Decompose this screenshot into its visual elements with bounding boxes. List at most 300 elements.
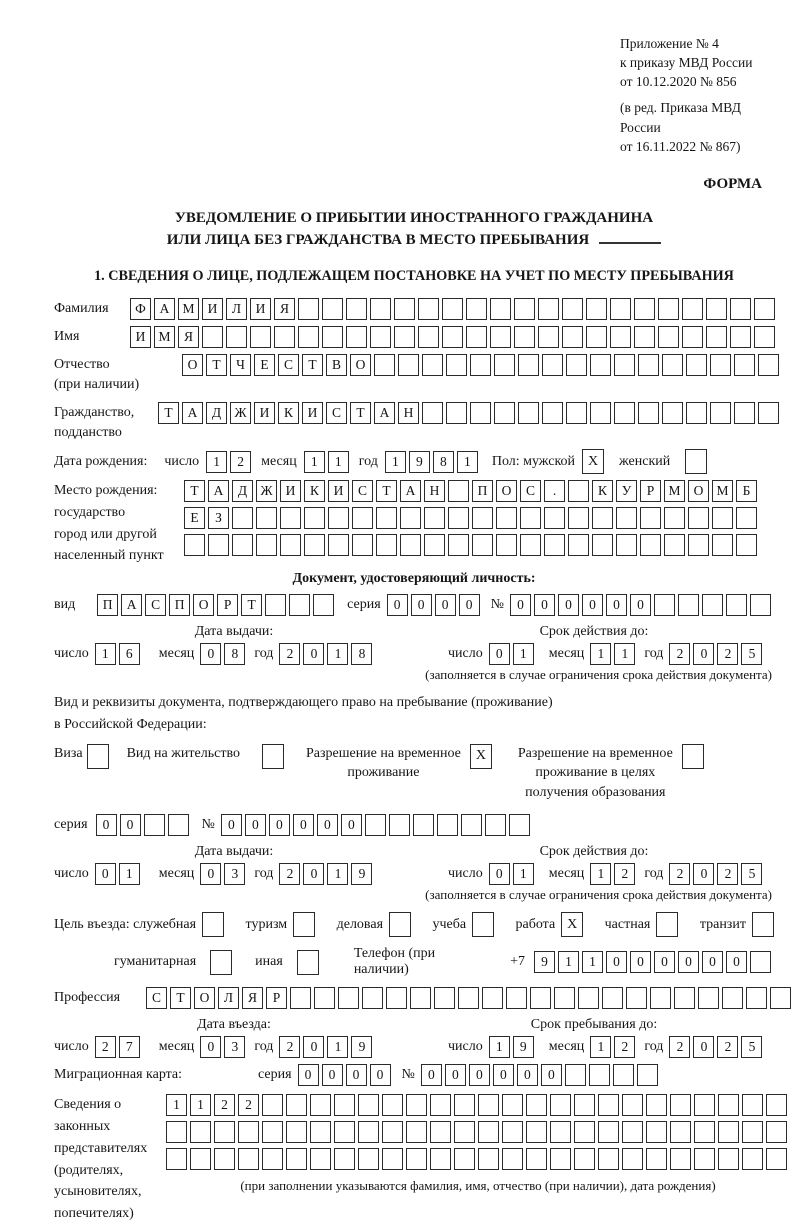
char-box[interactable] xyxy=(550,1094,571,1116)
char-box[interactable] xyxy=(298,298,319,320)
char-box[interactable]: 7 xyxy=(119,1036,140,1058)
char-box[interactable] xyxy=(544,534,565,556)
char-box[interactable] xyxy=(472,507,493,529)
char-box[interactable] xyxy=(750,594,771,616)
char-box[interactable] xyxy=(298,326,319,348)
char-box[interactable] xyxy=(458,987,479,1009)
char-box[interactable]: 0 xyxy=(200,1036,221,1058)
char-box[interactable]: 2 xyxy=(669,863,690,885)
char-box[interactable] xyxy=(742,1121,763,1143)
char-box[interactable] xyxy=(374,354,395,376)
char-box[interactable]: Е xyxy=(254,354,275,376)
char-box[interactable] xyxy=(706,298,727,320)
char-box[interactable] xyxy=(382,1148,403,1170)
char-box[interactable] xyxy=(448,507,469,529)
char-box[interactable] xyxy=(448,534,469,556)
char-box[interactable] xyxy=(398,354,419,376)
char-box[interactable] xyxy=(710,402,731,424)
char-box[interactable] xyxy=(678,594,699,616)
char-box[interactable] xyxy=(466,298,487,320)
char-box[interactable]: Ж xyxy=(256,480,277,502)
char-box[interactable] xyxy=(478,1094,499,1116)
char-box[interactable] xyxy=(394,298,415,320)
char-box[interactable]: 0 xyxy=(317,814,338,836)
char-box[interactable] xyxy=(310,1094,331,1116)
char-box[interactable] xyxy=(538,326,559,348)
char-box[interactable]: 2 xyxy=(95,1036,116,1058)
char-box[interactable] xyxy=(646,1121,667,1143)
char-box[interactable] xyxy=(485,814,506,836)
char-box[interactable]: 6 xyxy=(119,643,140,665)
char-box[interactable]: 0 xyxy=(493,1064,514,1086)
char-box[interactable] xyxy=(214,1148,235,1170)
char-box[interactable]: Р xyxy=(640,480,661,502)
char-box[interactable] xyxy=(386,987,407,1009)
char-box[interactable] xyxy=(565,1064,586,1086)
char-box[interactable]: Я xyxy=(242,987,263,1009)
char-box[interactable]: 8 xyxy=(351,643,372,665)
char-box[interactable]: Т xyxy=(206,354,227,376)
char-box[interactable]: 0 xyxy=(387,594,408,616)
char-box[interactable] xyxy=(758,402,779,424)
char-box[interactable]: 1 xyxy=(590,643,611,665)
char-box[interactable] xyxy=(766,1148,787,1170)
char-box[interactable] xyxy=(646,1148,667,1170)
char-box[interactable]: 0 xyxy=(469,1064,490,1086)
sex-female-checkbox[interactable] xyxy=(685,449,707,474)
char-box[interactable] xyxy=(637,1064,658,1086)
char-box[interactable] xyxy=(190,1121,211,1143)
char-box[interactable]: И xyxy=(328,480,349,502)
char-box[interactable]: 0 xyxy=(654,951,675,973)
char-box[interactable] xyxy=(478,1121,499,1143)
char-box[interactable] xyxy=(280,507,301,529)
purpose-transit-checkbox[interactable] xyxy=(752,912,774,937)
char-box[interactable] xyxy=(568,507,589,529)
char-box[interactable] xyxy=(670,1094,691,1116)
char-box[interactable] xyxy=(496,534,517,556)
char-box[interactable] xyxy=(358,1094,379,1116)
char-box[interactable] xyxy=(346,326,367,348)
char-box[interactable] xyxy=(568,480,589,502)
char-box[interactable] xyxy=(598,1121,619,1143)
char-box[interactable]: Р xyxy=(217,594,238,616)
char-box[interactable]: 0 xyxy=(693,1036,714,1058)
char-box[interactable] xyxy=(518,402,539,424)
char-box[interactable] xyxy=(562,326,583,348)
char-box[interactable]: Е xyxy=(184,507,205,529)
char-box[interactable] xyxy=(430,1094,451,1116)
char-box[interactable] xyxy=(382,1121,403,1143)
char-box[interactable] xyxy=(766,1094,787,1116)
char-box[interactable]: 0 xyxy=(693,643,714,665)
char-box[interactable] xyxy=(694,1148,715,1170)
char-box[interactable] xyxy=(370,298,391,320)
char-box[interactable] xyxy=(334,1148,355,1170)
char-box[interactable] xyxy=(478,1148,499,1170)
char-box[interactable]: 1 xyxy=(558,951,579,973)
char-box[interactable] xyxy=(730,326,751,348)
char-box[interactable] xyxy=(542,402,563,424)
char-box[interactable]: 2 xyxy=(214,1094,235,1116)
char-box[interactable]: О xyxy=(350,354,371,376)
char-box[interactable] xyxy=(289,594,310,616)
char-box[interactable] xyxy=(718,1094,739,1116)
purpose-business-checkbox[interactable] xyxy=(389,912,411,937)
char-box[interactable]: А xyxy=(182,402,203,424)
char-box[interactable]: 0 xyxy=(221,814,242,836)
char-box[interactable] xyxy=(442,326,463,348)
char-box[interactable] xyxy=(664,507,685,529)
char-box[interactable] xyxy=(662,402,683,424)
char-box[interactable] xyxy=(274,326,295,348)
char-box[interactable] xyxy=(322,298,343,320)
char-box[interactable] xyxy=(418,298,439,320)
purpose-other-checkbox[interactable] xyxy=(297,950,319,975)
char-box[interactable]: О xyxy=(194,987,215,1009)
char-box[interactable]: М xyxy=(154,326,175,348)
char-box[interactable] xyxy=(610,298,631,320)
char-box[interactable]: 0 xyxy=(245,814,266,836)
char-box[interactable]: 0 xyxy=(606,594,627,616)
char-box[interactable]: 1 xyxy=(513,863,534,885)
char-box[interactable] xyxy=(494,402,515,424)
char-box[interactable] xyxy=(334,1121,355,1143)
char-box[interactable] xyxy=(520,507,541,529)
char-box[interactable] xyxy=(389,814,410,836)
char-box[interactable] xyxy=(256,507,277,529)
char-box[interactable] xyxy=(578,987,599,1009)
char-box[interactable]: А xyxy=(121,594,142,616)
char-box[interactable]: 0 xyxy=(702,951,723,973)
char-box[interactable] xyxy=(658,298,679,320)
char-box[interactable]: С xyxy=(146,987,167,1009)
char-box[interactable]: 0 xyxy=(726,951,747,973)
char-box[interactable]: И xyxy=(254,402,275,424)
char-box[interactable]: 0 xyxy=(298,1064,319,1086)
char-box[interactable] xyxy=(406,1148,427,1170)
char-box[interactable] xyxy=(538,298,559,320)
char-box[interactable] xyxy=(682,326,703,348)
char-box[interactable]: 3 xyxy=(224,1036,245,1058)
char-box[interactable]: 1 xyxy=(95,643,116,665)
char-box[interactable] xyxy=(238,1148,259,1170)
char-box[interactable] xyxy=(590,354,611,376)
char-box[interactable]: 1 xyxy=(304,451,325,473)
char-box[interactable]: 0 xyxy=(630,594,651,616)
char-box[interactable] xyxy=(446,354,467,376)
char-box[interactable] xyxy=(650,987,671,1009)
char-box[interactable] xyxy=(754,298,775,320)
char-box[interactable]: Д xyxy=(232,480,253,502)
char-box[interactable] xyxy=(461,814,482,836)
char-box[interactable] xyxy=(706,326,727,348)
char-box[interactable] xyxy=(346,298,367,320)
char-box[interactable] xyxy=(466,326,487,348)
char-box[interactable]: 2 xyxy=(279,643,300,665)
char-box[interactable] xyxy=(566,402,587,424)
char-box[interactable] xyxy=(674,987,695,1009)
char-box[interactable] xyxy=(622,1148,643,1170)
char-box[interactable]: 0 xyxy=(459,594,480,616)
char-box[interactable] xyxy=(202,326,223,348)
char-box[interactable] xyxy=(554,987,575,1009)
char-box[interactable] xyxy=(658,326,679,348)
char-box[interactable] xyxy=(712,534,733,556)
char-box[interactable]: Н xyxy=(424,480,445,502)
char-box[interactable]: 1 xyxy=(190,1094,211,1116)
char-box[interactable] xyxy=(262,1121,283,1143)
char-box[interactable]: О xyxy=(182,354,203,376)
char-box[interactable]: 1 xyxy=(614,643,635,665)
char-box[interactable] xyxy=(382,1094,403,1116)
char-box[interactable]: Ч xyxy=(230,354,251,376)
char-box[interactable] xyxy=(682,298,703,320)
char-box[interactable] xyxy=(634,298,655,320)
char-box[interactable]: 9 xyxy=(351,1036,372,1058)
char-box[interactable]: 0 xyxy=(630,951,651,973)
char-box[interactable] xyxy=(622,1121,643,1143)
char-box[interactable]: Я xyxy=(274,298,295,320)
char-box[interactable]: 0 xyxy=(678,951,699,973)
char-box[interactable] xyxy=(688,507,709,529)
char-box[interactable]: 0 xyxy=(582,594,603,616)
char-box[interactable]: 1 xyxy=(328,451,349,473)
char-box[interactable] xyxy=(338,987,359,1009)
char-box[interactable]: 1 xyxy=(582,951,603,973)
char-box[interactable]: 0 xyxy=(411,594,432,616)
char-box[interactable]: 8 xyxy=(433,451,454,473)
char-box[interactable] xyxy=(472,534,493,556)
char-box[interactable] xyxy=(376,534,397,556)
char-box[interactable] xyxy=(304,534,325,556)
char-box[interactable]: 0 xyxy=(606,951,627,973)
char-box[interactable] xyxy=(454,1094,475,1116)
char-box[interactable] xyxy=(634,326,655,348)
char-box[interactable] xyxy=(238,1121,259,1143)
char-box[interactable]: 1 xyxy=(457,451,478,473)
char-box[interactable] xyxy=(736,534,757,556)
char-box[interactable] xyxy=(602,987,623,1009)
char-box[interactable] xyxy=(166,1121,187,1143)
char-box[interactable] xyxy=(664,534,685,556)
char-box[interactable] xyxy=(362,987,383,1009)
char-box[interactable] xyxy=(370,326,391,348)
char-box[interactable]: Д xyxy=(206,402,227,424)
char-box[interactable] xyxy=(430,1121,451,1143)
char-box[interactable] xyxy=(574,1121,595,1143)
char-box[interactable]: Т xyxy=(184,480,205,502)
char-box[interactable] xyxy=(626,987,647,1009)
char-box[interactable]: 3 xyxy=(224,863,245,885)
char-box[interactable] xyxy=(358,1121,379,1143)
char-box[interactable]: С xyxy=(145,594,166,616)
char-box[interactable] xyxy=(280,534,301,556)
char-box[interactable]: З xyxy=(208,507,229,529)
char-box[interactable] xyxy=(494,354,515,376)
char-box[interactable] xyxy=(718,1148,739,1170)
char-box[interactable]: Ф xyxy=(130,298,151,320)
char-box[interactable]: 2 xyxy=(614,1036,635,1058)
char-box[interactable]: Т xyxy=(158,402,179,424)
char-box[interactable] xyxy=(686,354,707,376)
char-box[interactable] xyxy=(265,594,286,616)
char-box[interactable] xyxy=(544,507,565,529)
char-box[interactable] xyxy=(662,354,683,376)
char-box[interactable]: 0 xyxy=(510,594,531,616)
char-box[interactable] xyxy=(406,1094,427,1116)
char-box[interactable] xyxy=(434,987,455,1009)
char-box[interactable] xyxy=(232,507,253,529)
char-box[interactable] xyxy=(654,594,675,616)
char-box[interactable]: 0 xyxy=(200,643,221,665)
char-box[interactable] xyxy=(496,507,517,529)
char-box[interactable] xyxy=(482,987,503,1009)
char-box[interactable] xyxy=(616,534,637,556)
char-box[interactable] xyxy=(256,534,277,556)
char-box[interactable] xyxy=(314,987,335,1009)
char-box[interactable] xyxy=(568,534,589,556)
char-box[interactable]: Н xyxy=(398,402,419,424)
char-box[interactable]: А xyxy=(208,480,229,502)
char-box[interactable] xyxy=(710,354,731,376)
char-box[interactable] xyxy=(313,594,334,616)
char-box[interactable] xyxy=(638,402,659,424)
char-box[interactable]: 0 xyxy=(303,863,324,885)
char-box[interactable]: И xyxy=(130,326,151,348)
char-box[interactable] xyxy=(304,507,325,529)
char-box[interactable] xyxy=(328,534,349,556)
char-box[interactable] xyxy=(190,1148,211,1170)
char-box[interactable] xyxy=(286,1094,307,1116)
char-box[interactable] xyxy=(310,1148,331,1170)
char-box[interactable] xyxy=(446,402,467,424)
purpose-private-checkbox[interactable] xyxy=(656,912,678,937)
char-box[interactable]: 2 xyxy=(717,1036,738,1058)
char-box[interactable] xyxy=(166,1148,187,1170)
char-box[interactable] xyxy=(592,507,613,529)
char-box[interactable]: К xyxy=(592,480,613,502)
char-box[interactable]: 9 xyxy=(534,951,555,973)
char-box[interactable]: 0 xyxy=(421,1064,442,1086)
char-box[interactable] xyxy=(470,354,491,376)
char-box[interactable] xyxy=(454,1148,475,1170)
char-box[interactable] xyxy=(566,354,587,376)
char-box[interactable] xyxy=(586,298,607,320)
char-box[interactable] xyxy=(592,534,613,556)
char-box[interactable]: К xyxy=(278,402,299,424)
char-box[interactable] xyxy=(514,298,535,320)
char-box[interactable] xyxy=(437,814,458,836)
char-box[interactable]: А xyxy=(374,402,395,424)
char-box[interactable]: Я xyxy=(178,326,199,348)
char-box[interactable] xyxy=(589,1064,610,1086)
char-box[interactable] xyxy=(526,1094,547,1116)
char-box[interactable]: 0 xyxy=(341,814,362,836)
char-box[interactable] xyxy=(262,1148,283,1170)
char-box[interactable] xyxy=(328,507,349,529)
char-box[interactable]: 9 xyxy=(409,451,430,473)
char-box[interactable] xyxy=(290,987,311,1009)
char-box[interactable]: 1 xyxy=(327,643,348,665)
char-box[interactable]: Б xyxy=(736,480,757,502)
char-box[interactable]: 0 xyxy=(120,814,141,836)
char-box[interactable] xyxy=(406,1121,427,1143)
char-box[interactable] xyxy=(490,298,511,320)
char-box[interactable] xyxy=(616,507,637,529)
residence-permit-checkbox[interactable] xyxy=(262,744,284,769)
char-box[interactable]: 2 xyxy=(279,1036,300,1058)
char-box[interactable] xyxy=(514,326,535,348)
char-box[interactable] xyxy=(413,814,434,836)
char-box[interactable]: 2 xyxy=(614,863,635,885)
char-box[interactable] xyxy=(698,987,719,1009)
char-box[interactable]: 8 xyxy=(224,643,245,665)
char-box[interactable] xyxy=(726,594,747,616)
char-box[interactable]: 2 xyxy=(238,1094,259,1116)
char-box[interactable] xyxy=(526,1148,547,1170)
char-box[interactable]: 0 xyxy=(269,814,290,836)
char-box[interactable]: 0 xyxy=(346,1064,367,1086)
char-box[interactable]: А xyxy=(400,480,421,502)
char-box[interactable]: 1 xyxy=(166,1094,187,1116)
char-box[interactable] xyxy=(562,298,583,320)
char-box[interactable]: 0 xyxy=(489,863,510,885)
char-box[interactable] xyxy=(286,1121,307,1143)
char-box[interactable] xyxy=(766,1121,787,1143)
char-box[interactable]: У xyxy=(616,480,637,502)
char-box[interactable]: Т xyxy=(170,987,191,1009)
char-box[interactable]: М xyxy=(712,480,733,502)
char-box[interactable] xyxy=(358,1148,379,1170)
char-box[interactable] xyxy=(526,1121,547,1143)
char-box[interactable] xyxy=(746,987,767,1009)
char-box[interactable]: 5 xyxy=(741,863,762,885)
char-box[interactable]: С xyxy=(326,402,347,424)
char-box[interactable] xyxy=(376,507,397,529)
char-box[interactable]: 0 xyxy=(200,863,221,885)
char-box[interactable] xyxy=(410,987,431,1009)
char-box[interactable]: М xyxy=(178,298,199,320)
char-box[interactable] xyxy=(506,987,527,1009)
char-box[interactable] xyxy=(286,1148,307,1170)
char-box[interactable]: 0 xyxy=(693,863,714,885)
char-box[interactable]: С xyxy=(278,354,299,376)
char-box[interactable]: 2 xyxy=(669,643,690,665)
char-box[interactable] xyxy=(470,402,491,424)
char-box[interactable] xyxy=(712,507,733,529)
temporary-residence-checkbox[interactable]: X xyxy=(470,744,492,769)
char-box[interactable] xyxy=(310,1121,331,1143)
char-box[interactable] xyxy=(598,1148,619,1170)
char-box[interactable] xyxy=(586,326,607,348)
temporary-residence-education-checkbox[interactable] xyxy=(682,744,704,769)
char-box[interactable]: 9 xyxy=(513,1036,534,1058)
char-box[interactable]: 0 xyxy=(96,814,117,836)
char-box[interactable]: 1 xyxy=(327,863,348,885)
char-box[interactable]: 0 xyxy=(370,1064,391,1086)
char-box[interactable] xyxy=(250,326,271,348)
char-box[interactable] xyxy=(750,951,771,973)
char-box[interactable] xyxy=(754,326,775,348)
char-box[interactable] xyxy=(490,326,511,348)
char-box[interactable] xyxy=(734,402,755,424)
char-box[interactable] xyxy=(670,1121,691,1143)
char-box[interactable]: 5 xyxy=(741,643,762,665)
char-box[interactable] xyxy=(646,1094,667,1116)
char-box[interactable] xyxy=(736,507,757,529)
char-box[interactable] xyxy=(550,1148,571,1170)
